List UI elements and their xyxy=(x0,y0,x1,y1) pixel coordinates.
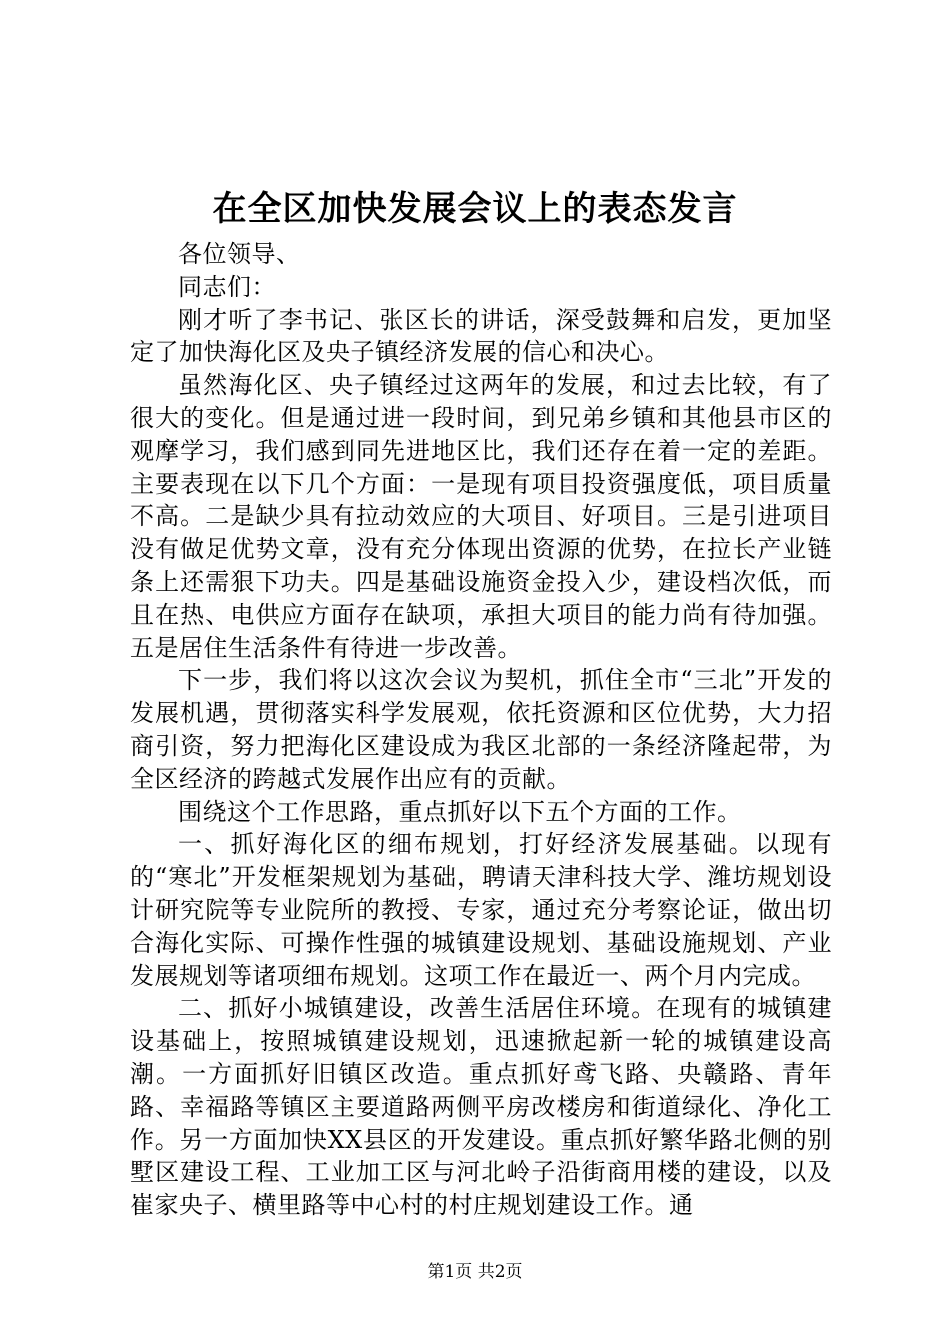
page-footer: 第1页 共2页 xyxy=(427,1262,523,1282)
salutation-line-2: 同志们： xyxy=(178,272,276,301)
document-body xyxy=(130,238,832,1222)
paragraph-focus: 围绕这个工作思路，重点抓好以下五个方面的工作。 xyxy=(178,797,742,826)
paragraph-item-one: 一、抓好海化区的细布规划，打好经济发展基础。以现有的“寒北”开发框架规划为基础，聘请天津科技大学、潍坊规划设计研究院等专业院所的教授、专家，通过充分考察论证，做出切合海化实际、可操作性强的城镇建设规划、基础设施规划、产业发展规划等诸项细布规划。这项工作在最近一、两个月内完成。 xyxy=(130,830,832,990)
paragraph-gaps: 虽然海化区、央子镇经过这两年的发展，和过去比较，有了很大的变化。但是通过进一段时间，到兄弟乡镇和其他县市区的观摩学习，我们感到同先进地区比，我们还存在着一定的差距。主要表现在以下几个方面：一是现有项目投资强度低，项目质量不高。二是缺少具有拉动效应的大项目、好项目。三是引进项目没有做足优势文章，没有充分体现出资源的优势，在拉长产业链条上还需狠下功夫。四是基础设施资金投入少，建设档次低，而且在热、电供应方面存在缺项，承担大项目的能力尚有待加强。五是居住生活条件有待进一步改善。 xyxy=(130,371,832,662)
document-title: 在全区加快发展会议上的表态发言 xyxy=(212,189,738,229)
paragraph-opening: 刚才听了李书记、张区长的讲话，深受鼓舞和启发，更加坚定了加快海化区及央子镇经济发展的信心和决心。 xyxy=(130,305,832,367)
salutation-line-1: 各位领导、 xyxy=(178,240,301,268)
paragraph-item-two: 二、抓好小城镇建设，改善生活居住环境。在现有的城镇建设基础上，按照城镇建设规划，迅速掀起新一轮的城镇建设高潮。一方面抓好旧镇区改造。重点抓好鸢飞路、央赣路、青年路、幸福路等镇区主要道路两侧平房改楼房和街道绿化、净化工作。另一方面加快XX县区的开发建设。重点抓好繁华路北侧的别墅区建设工程、工业加工区与河北岭子沿街商用楼的建设，以及崔家央子、横里路等中心村的村庄规划建设工作。通 xyxy=(130,994,832,1220)
paragraph-next-step: 下一步，我们将以这次会议为契机，抓住全市“三北”开发的发展机遇，贯彻落实科学发展观，依托资源和区位优势，大力招商引资，努力把海化区建设成为我区北部的一条经济隆起带，为全区经济的跨越式发展作出应有的贡献。 xyxy=(130,666,832,793)
